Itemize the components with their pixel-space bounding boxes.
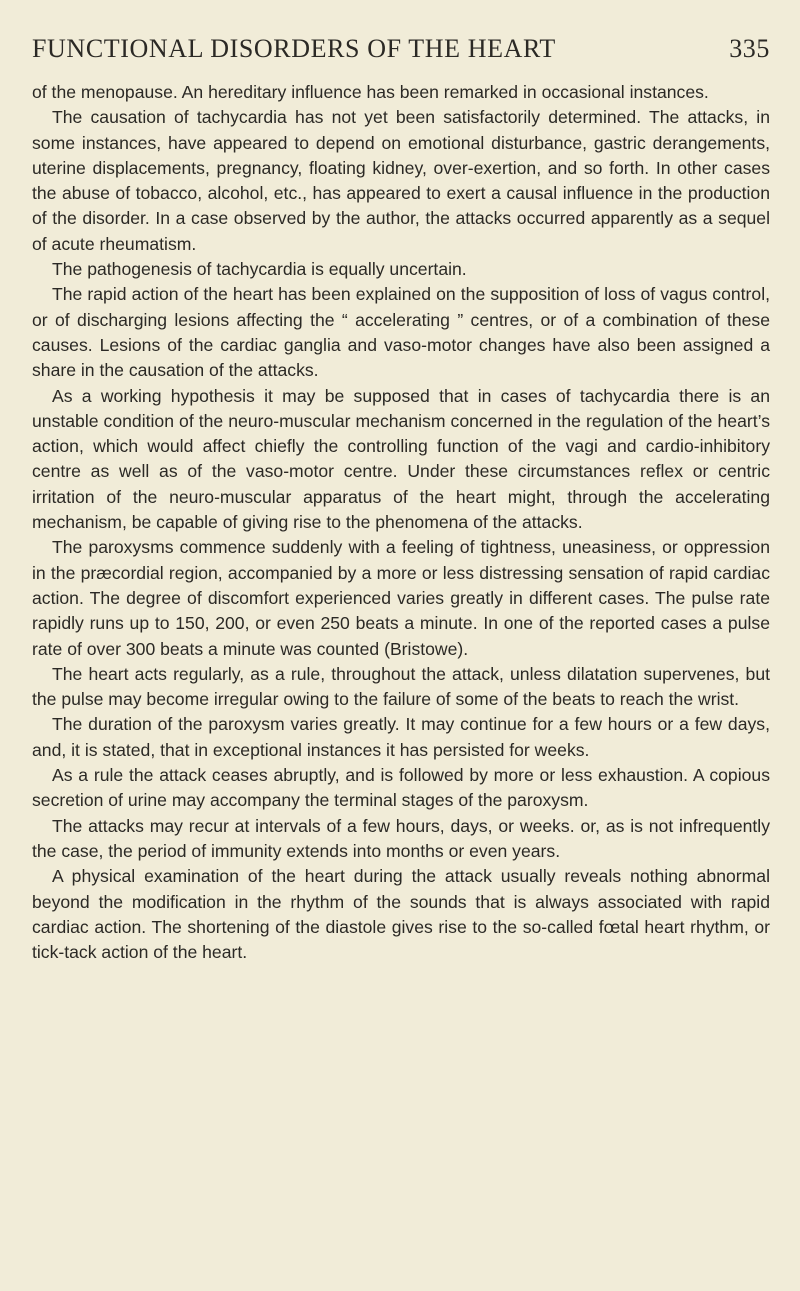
- running-header: [32, 34, 770, 64]
- body-text: [32, 80, 770, 965]
- paragraph: The duration of the paroxysm varies greatly. It may continue for a few hours or a few days, and, it is stated, that in exceptional instances it has persisted for weeks.: [32, 714, 770, 760]
- book-page: [32, 34, 770, 965]
- running-title: FUNCTIONAL DISORDERS OF THE HEART: [32, 34, 556, 63]
- paragraph: The rapid action of the heart has been explained on the supposition of loss of vagus control, or of discharging lesions affecting the “ accelerating ” centres, or of a combination of these causes. Lesions of the cardiac ganglia and vaso-motor changes have also been assigned a share in the causation of the attacks.: [32, 284, 770, 381]
- paragraph: of the menopause. An hereditary influence has been remarked in occasional instances.: [32, 82, 709, 102]
- paragraph: The paroxysms commence suddenly with a feeling of tightness, uneasiness, or oppression in the præcordial region, accompanied by a more or less distressing sensation of rapid cardiac action. The degree of discomfort experienced varies greatly in different cases. The pulse rate rapidly runs up to 150, 200, or even 250 beats a minute. In one of the reported cases a pulse rate of over 300 beats a minute was counted (Bristowe).: [32, 537, 770, 659]
- paragraph: A physical examination of the heart during the attack usually reveals nothing abnormal beyond the modification in the rhythm of the sounds that is always associated with rapid cardiac action. The shortening of the diastole gives rise to the so-called fœtal heart rhythm, or tick-tack action of the heart.: [32, 866, 770, 963]
- paragraph: As a working hypothesis it may be supposed that in cases of tachycardia there is an unstable condition of the neuro-muscular mechanism concerned in the regulation of the heart’s action, which would affect chiefly the controlling function of the vagi and cardio-inhibitory centre as well as of the vaso-motor centre. Under these circumstances reflex or centric irritation of the neuro-muscular apparatus of the heart might, through the accelerating mechanism, be capable of giving rise to the phenomena of the attacks.: [32, 385, 770, 533]
- paragraph: The pathogenesis of tachycardia is equally uncertain.: [52, 259, 467, 280]
- paragraph: As a rule the attack ceases abruptly, and is followed by more or less exhaustion. A copious secretion of urine may accompany the terminal stages of the paroxysm.: [32, 765, 770, 811]
- paragraph: The heart acts regularly, as a rule, throughout the attack, unless dilatation supervenes, but the pulse may become irregular owing to the failure of some of the beats to reach the wrist.: [32, 663, 770, 710]
- paragraph: The causation of tachycardia has not yet been satisfactorily determined. The attacks, in some instances, have appeared to depend on emotional disturbance, gastric derangements, uterine displacements, pregnancy, floating kidney, over-exertion, and so forth. In other cases the abuse of tobacco, alcohol, etc., has appeared to exert a causal influence in the production of the disorder. In a case observed by the author, the attacks occurred apparently as a sequel of acute rheumatism.: [32, 107, 770, 254]
- page-number: 335: [729, 34, 770, 63]
- paragraph: The attacks may recur at intervals of a few hours, days, or weeks. or, as is not infrequently the case, the period of immunity extends into months or even years.: [32, 815, 770, 861]
